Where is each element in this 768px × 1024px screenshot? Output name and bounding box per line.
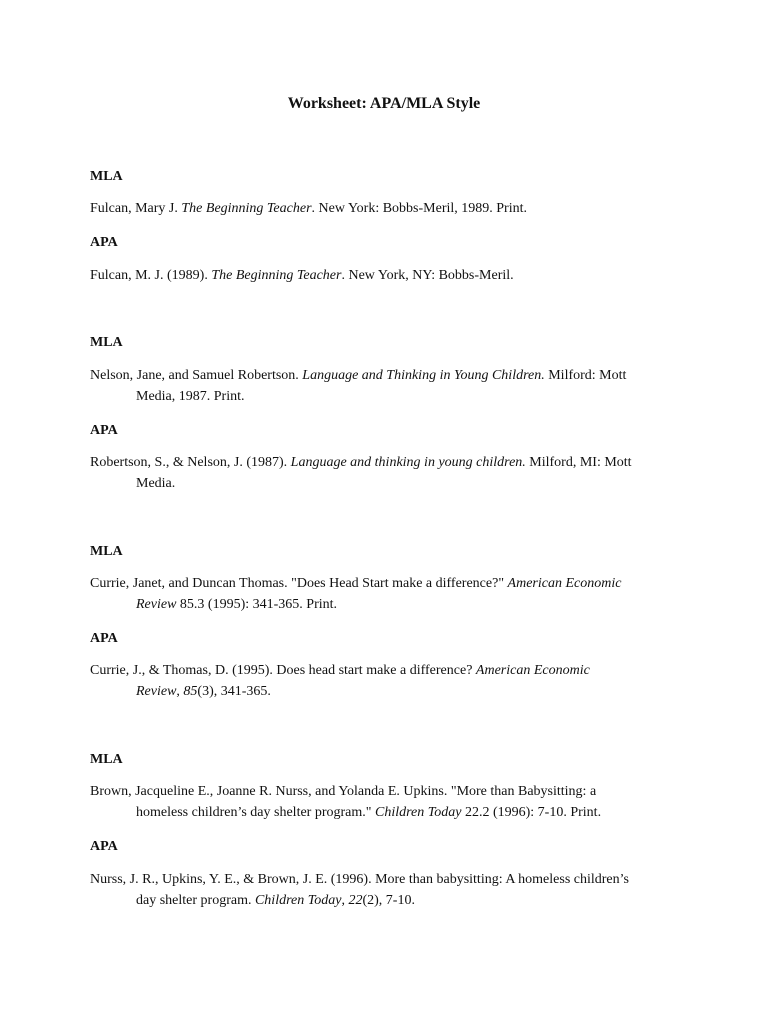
mla-citation-4: Brown, Jacqueline E., Joanne R. Nurss, and Yolanda E. Upkins. "More than Babysitting: a homeless children’s day shelter program." Children Today 22.2 (1996): 7-10. Print. [90,784,602,820]
apa-citation-1: Fulcan, M. J. (1989). The Beginning Teacher. New York, NY: Bobbs-Meril. [90,268,514,283]
mla-citation-3: Currie, Janet, and Duncan Thomas. "Does Head Start make a difference?" American Economic Review 85.3 (1995): 341-365. Print. [90,576,622,612]
apa-label: APA [90,423,118,438]
apa-citation-3: Currie, J., & Thomas, D. (1995). Does head start make a difference? American Economic Review, 85(3), 341-365. [90,663,590,699]
mla-label: MLA [90,544,123,559]
apa-label: APA [90,235,118,250]
mla-label: MLA [90,169,123,184]
apa-label: APA [90,839,118,854]
mla-citation-2: Nelson, Jane, and Samuel Robertson. Language and Thinking in Young Children. Milford: Mott Media, 1987. Print. [90,368,627,404]
mla-citation-1: Fulcan, Mary J. The Beginning Teacher. New York: Bobbs-Meril, 1989. Print. [90,201,527,216]
apa-label: APA [90,631,118,646]
page-title: Worksheet: APA/MLA Style [287,95,481,112]
apa-citation-4: Nurss, J. R., Upkins, Y. E., & Brown, J. E. (1996). More than babysitting: A homeless children’s day shelter program. Children Today, 22(2), 7-10. [90,872,629,908]
mla-label: MLA [90,335,123,350]
mla-label: MLA [90,752,123,767]
apa-citation-2: Robertson, S., & Nelson, J. (1987). Language and thinking in young children. Milford, MI: Mott Media. [90,455,632,491]
